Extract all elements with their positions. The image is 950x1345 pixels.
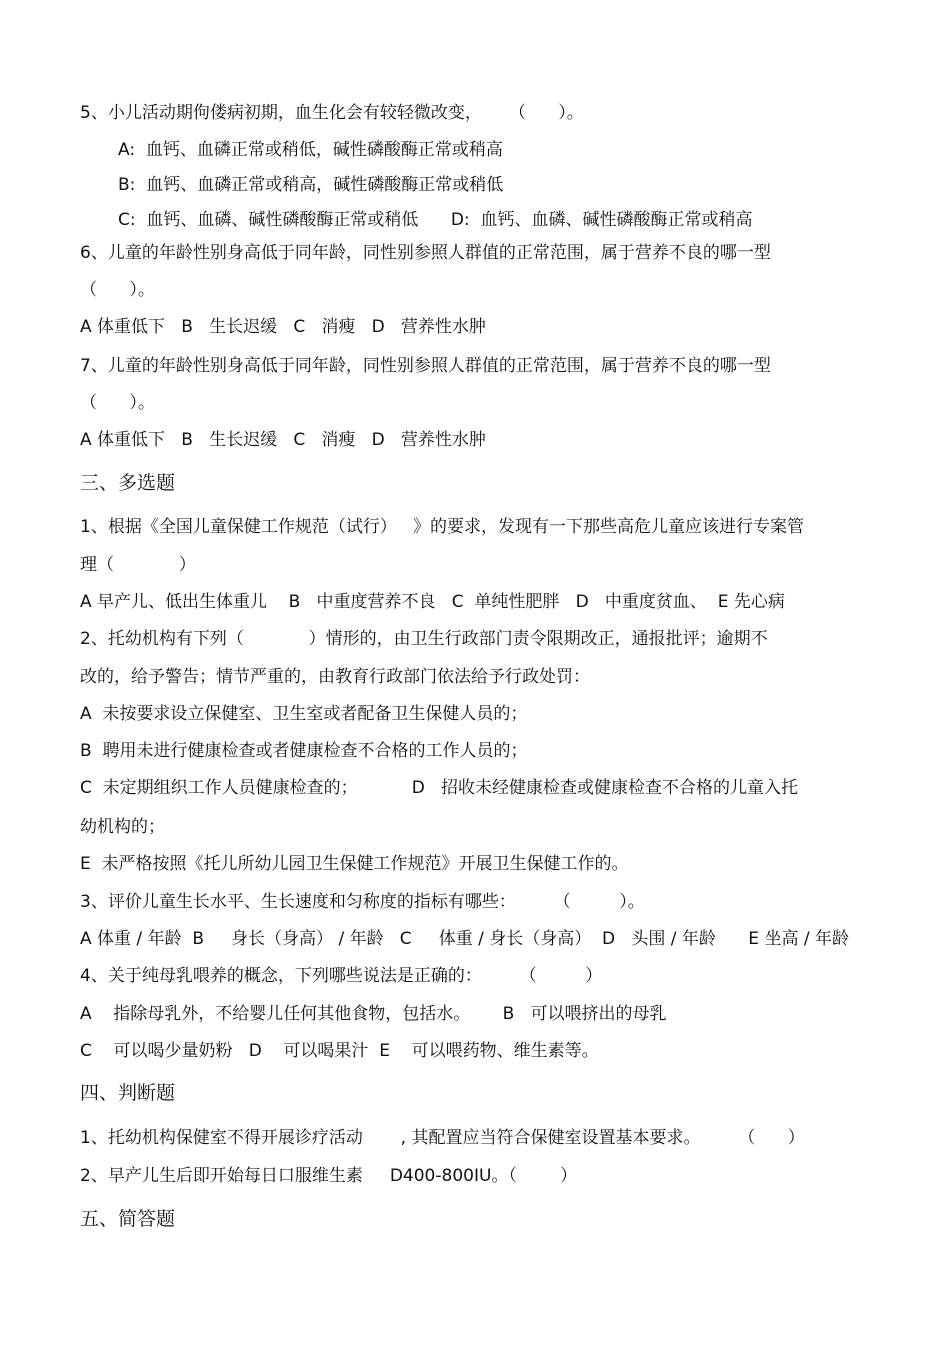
q6-stem: 6、儿童的年龄性别身高低于同年龄，同性别参照人群值的正常范围，属于营养不良的哪一型 [80, 243, 771, 263]
q7-options: A 体重低下 B 生长迟缓 C 消瘦 D 营养性水肿 [80, 430, 486, 450]
m2-option-a: A 未按要求设立保健室、卫生室或者配备卫生保健人员的； [80, 704, 528, 724]
q6-paren: （ ）。 [80, 280, 155, 300]
q6-options: A 体重低下 B 生长迟缓 C 消瘦 D 营养性水肿 [80, 317, 486, 337]
m2-line2: 改的，给予警告；情节严重的，由教育行政部门依法给予行政处罚： [80, 667, 590, 687]
q7-stem: 7、儿童的年龄性别身高低于同年龄，同性别参照人群值的正常范围，属于营养不良的哪一型 [80, 356, 771, 376]
m3-stem: 3、评价儿童生长水平、生长速度和匀称度的指标有哪些： （ ）。 [80, 892, 645, 912]
m3-options: A 体重 / 年龄 B 身长（身高） / 年龄 C 体重 / 身长（身高） D 头围 / 年龄 E 坐高 / 年龄 [80, 929, 849, 949]
q5-stem: 5、小儿活动期佝偻病初期，血生化会有较轻微改变， （ ）。 [80, 103, 584, 123]
m2-option-d-continued: 幼机构的； [80, 817, 165, 837]
section-heading-multiple-choice: 三、多选题 [80, 472, 176, 494]
m4-stem: 4、关于纯母乳喂养的概念，下列哪些说法是正确的： （ ） [80, 966, 603, 986]
m1-line1: 1、根据《全国儿童保健工作规范（试行） 》的要求，发现有一下那些高危儿童应该进行专案管 [80, 517, 805, 537]
m1-line2: 理（ ） [80, 555, 196, 575]
judgement-item-1: 1、托幼机构保健室不得开展诊疗活动 , 其配置应当符合保健室设置基本要求。 （ ） [80, 1128, 805, 1148]
section-heading-true-false: 四、判断题 [80, 1082, 176, 1104]
m2-line1: 2、托幼机构有下列（ ）情形的，由卫生行政部门责令限期改正，通报批评；逾期不 [80, 629, 768, 649]
m1-options: A 早产儿、低出生体重儿 B 中重度营养不良 C 单纯性肥胖 D 中重度贫血、 E 先心病 [80, 592, 785, 612]
section-heading-short-answer: 五、简答题 [80, 1208, 176, 1230]
m4-options-cde: C 可以喝少量奶粉 D 可以喝果汁 E 可以喂药物、维生素等。 [80, 1041, 599, 1061]
m2-option-e: E 未严格按照《托儿所幼儿园卫生保健工作规范》开展卫生保健工作的。 [80, 854, 629, 874]
q5-option-b: B: 血钙、血磷正常或稍高，碱性磷酸酶正常或稍低 [118, 175, 504, 195]
q5-option-cd: C: 血钙、血磷、碱性磷酸酶正常或稍低 D: 血钙、血磷、碱性磷酸酶正常或稍高 [118, 210, 753, 230]
q7-paren: （ ）。 [80, 393, 155, 413]
m4-options-ab: A 指除母乳外，不给婴儿任何其他食物，包括水。 B 可以喂挤出的母乳 [80, 1004, 667, 1024]
m2-option-c-d: C 未定期组织工作人员健康检查的； D 招收未经健康检查或健康检查不合格的儿童入托 [80, 778, 799, 798]
judgement-item-2: 2、早产儿生后即开始每日口服维生素 D400-800IU。（ ） [80, 1166, 578, 1186]
m2-option-b: B 聘用未进行健康检查或者健康检查不合格的工作人员的； [80, 741, 528, 761]
q5-option-a: A: 血钙、血磷正常或稍低，碱性磷酸酶正常或稍高 [118, 140, 503, 160]
